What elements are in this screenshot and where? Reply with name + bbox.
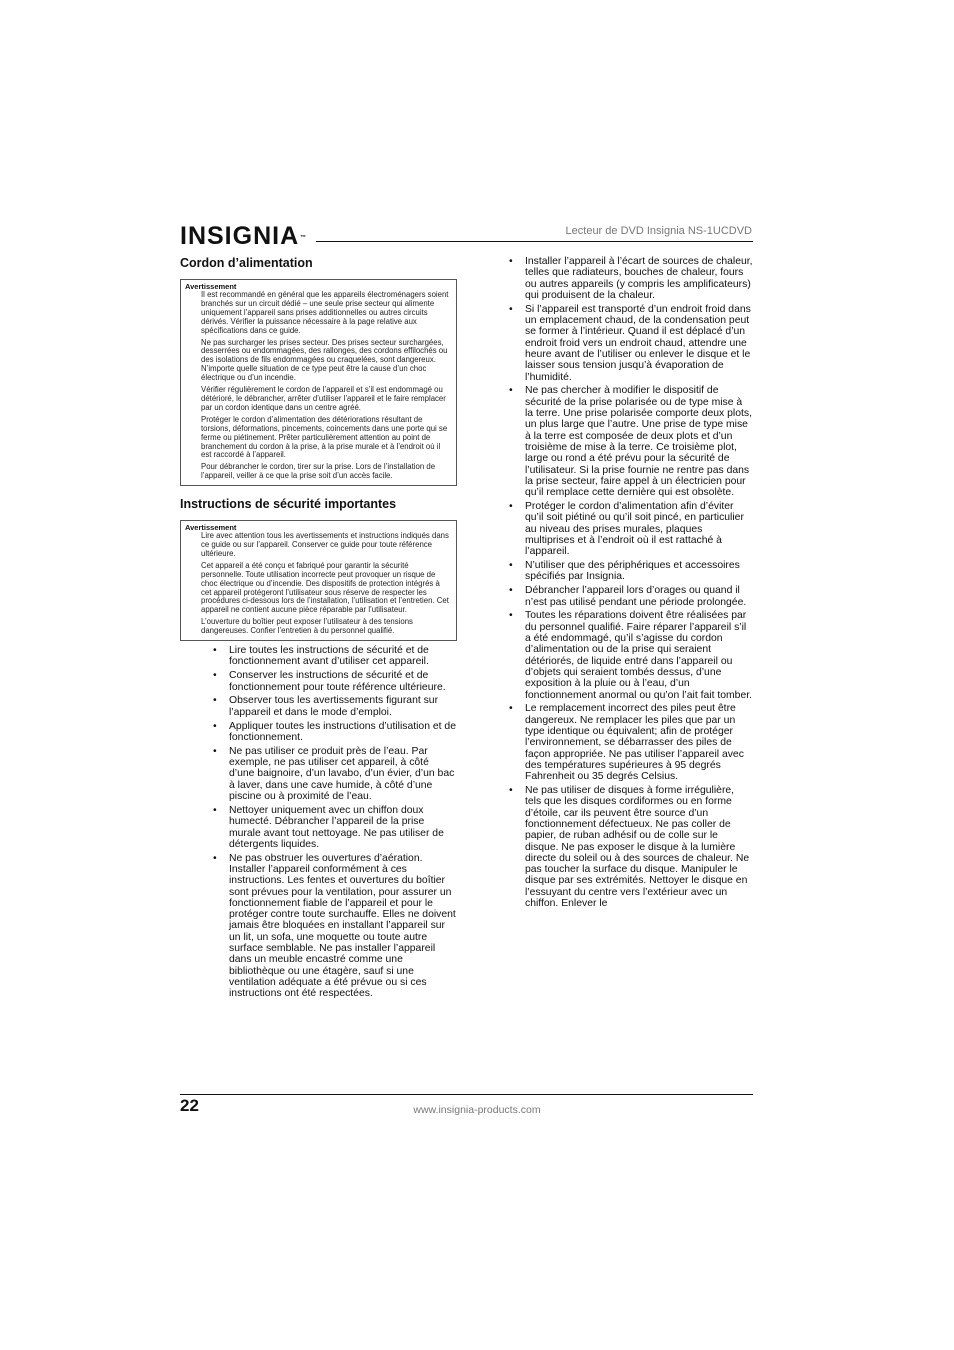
safety-list-right (509, 256, 753, 909)
list-item: • Débrancher l’appareil lors d’orages ou quand il n’est pas utilisé pendant une période prolongée. (509, 585, 747, 608)
warning-box-safety (180, 520, 457, 641)
warning-paragraph: Lire avec attention tous les avertissements et instructions indiqués dans ce guide ou sur l’appareil. Conserver ce guide pour toute référence ultérieure. (201, 531, 449, 558)
list-item: • Observer tous les avertissements figurant sur l’appareil et dans le mode d’emploi. (213, 695, 439, 718)
list-item: • Conserver les instructions de sécurité et de fonctionnement pour toute référence ultérieure. (213, 670, 446, 693)
warning-paragraph: Protéger le cordon d’alimentation des détériorations résultant de torsions, déformations, pincements, coincements dans une porte qui se ferme ou piétinement. Prêter particulièrement attention au point de branchement du cordon à la prise, à la prise murale et à l’endroit où il est raccordé à l’appareil. (201, 414, 448, 460)
logo-trademark: ™ (300, 235, 307, 241)
right-column (509, 256, 753, 912)
list-item: • Protéger le cordon d’alimentation afin d’éviter qu’il soit piétiné ou qu’il soit pincé, en particulier au niveau des prises murales, plaques multiprises et à l’endroit où il est rattaché à l’appareil. (509, 501, 744, 558)
warning-paragraph: Vérifier régulièrement le cordon de l’appareil et s’il est endommagé ou détérioré, le débrancher, arrêter d’utiliser l’appareil et le faire remplacer par un cordon identique dans un centre agréé. (201, 385, 446, 412)
list-item: • Nettoyer uniquement avec un chiffon doux humecté. Débrancher l’appareil de la prise murale avant tout nettoyage. Ne pas utiliser de détergents liquides. (213, 804, 444, 850)
section-title-power-cord: Cordon d’alimentation (180, 256, 313, 270)
safety-list-left (180, 645, 457, 999)
footer-url: www.insignia-products.com (413, 1104, 541, 1116)
logo-text: INSIGNIA (180, 222, 300, 250)
insignia-logo (180, 222, 306, 250)
list-item: • Lire toutes les instructions de sécurité et de fonctionnement avant d’utiliser cet appareil. (213, 645, 429, 668)
list-item: • Ne pas chercher à modifier le dispositif de sécurité de la prise polarisée ou de type mise à la terre. Une prise polarisée comporte deux plots, un plus large que l’autre. Une prise de type mise à la terre est composée de deux plots et d’un troisième de mise à la terre. Ce troisième plot, large ou rond a été prévu pour la sécurité de l’utilisateur. Si la prise fournie ne rentre pas dans la prise secteur, faire appel à un électricien pour qu’il remplace cette dernière qui est obsolète. (509, 385, 752, 499)
list-item: • Le remplacement incorrect des piles peut être dangereux. Ne remplacer les piles que par un type identique ou équivalent; afin de protéger l’environnement, se débarrasser des piles de façon appropriée. Ne pas utiliser l’appareil avec des températures supérieures à 95 degrés Fahrenheit ou 35 degrés Celsius. (509, 703, 744, 783)
list-item: • N’utiliser que des périphériques et accessoires spécifiés par Insignia. (509, 560, 740, 583)
section-title-safety-instructions: Instructions de sécurité importantes (180, 497, 397, 512)
warning-paragraph: Il est recommandé en général que les appareils électroménagers soient branchés sur un circuit dédié – une seule prise secteur qui alimente uniquement l’appareil sans prises additionnelles ou autres circuits dérivés. Vérifier la puissance nécessaire à la page relative aux spécifications dans ce guide. (201, 290, 449, 335)
list-item: • Appliquer toutes les instructions d’utilisation et de fonctionnement. (213, 720, 456, 743)
list-item: • Si l’appareil est transporté d’un endroit froid dans un emplacement chaud, de la condensation peut se former à l’intérieur. Quand il est déplacé d’un endroit froid vers un endroit chaud, attendre une heure avant de l’utiliser ou enlever le disque et le laisser sous tension jusqu’à évaporation de l’humidité. (509, 303, 751, 383)
list-item: • Ne pas utiliser ce produit près de l’eau. Par exemple, ne pas utiliser cet appareil, à côté d’une baignoire, d’un lavabo, d’un évier, d’un bac à laver, dans une cave humide, à côté d’une piscine ou à proximité de l’eau. (213, 745, 455, 803)
footer-rule (180, 1094, 753, 1095)
page-number: 22 (180, 1096, 199, 1115)
warning-paragraph: Ne pas surcharger les prises secteur. Des prises secteur surchargées, desserrées ou endommagées, des rallonges, des cordons effilochés ou des isolations de fils endommagées ou craquelées, sont dangereux. N’importe quelle situation de ce type peut être la cause d’un choc électrique ou d’un incendie. (201, 337, 448, 383)
document-title: Lecteur de DVD Insignia NS-1UCDVD (565, 225, 752, 237)
header-rule (316, 241, 753, 242)
warning-label: Avertissement (185, 523, 237, 533)
left-column (180, 256, 457, 1002)
list-item: • Ne pas utiliser de disques à forme irrégulière, tels que les disques cordiformes ou en forme d’étoile, car ils peuvent être source d’un fonctionnement défectueux. Ne pas coller de papier, de ruban adhésif ou de colle sur le disque. Ne pas exposer le disque à la lumière directe du soleil ou à des sources de chaleur. Ne pas toucher la surface du disque. Manipuler le disque par ses extrémités. Nettoyer le disque en l’essuyant du centre vers l’extérieur avec un chiffon. Enlever le (509, 785, 750, 910)
warning-paragraph: Pour débrancher le cordon, tirer sur la prise. Lors de l’installation de l’appareil, veiller à ce que la prise soit d’un accès facile. (201, 462, 436, 481)
warning-label: Avertissement (185, 282, 237, 291)
list-item: • Ne pas obstruer les ouvertures d’aération. Installer l’appareil conformément à ces instructions. Les fentes et ouvertures du boîtier sont prévues pour la ventilation, pour assurer un fonctionnement fiable de l’appareil et pour le protéger contre toute surchauffe. Elles ne doivent jamais être bloquées en installant l’appareil sur un lit, un sofa, une moquette ou toute autre surface semblable. Ne pas installer l’appareil dans un meuble encastré comme une bibliothèque ou une étagère, sauf si une ventilation adéquate a été prévue ou si ces instructions ont été respectées. (213, 852, 456, 1000)
warning-box-power-cord (180, 279, 457, 486)
list-item: • Toutes les réparations doivent être réalisées par du personnel qualifié. Faire réparer l’appareil s’il a été endommagé, qu’il s’agisse du cordon d’alimentation ou de la prise qui seraient détériorés, de liquide entré dans l’appareil ou d’objets qui seraient tombés dessus, d’une exposition à la pluie ou à l’eau, d’un fonctionnement anormal ou qu’on l’ait fait tomber. (509, 610, 752, 701)
list-item: • Installer l’appareil à l’écart de sources de chaleur, telles que radiateurs, bouches de chaleur, fours ou autres appareils (y compris les amplificateurs) qui produisent de la chaleur. (509, 256, 753, 301)
warning-paragraph: Cet appareil a été conçu et fabriqué pour garantir la sécurité personnelle. Toute utilisation incorrecte peut provoquer un risque de choc électrique ou d’incendie. Des dispositifs de protection intégrés à cet appareil protégeront l’utilisateur sous réserve de respecter les procédures ci-dessous lors de l’installation, l’utilisation et l’entretien. Cet appareil ne contient aucune pièce réparable par l’utilisateur. (201, 560, 449, 615)
warning-paragraph: L’ouverture du boîtier peut exposer l’utilisateur à des tensions dangereuses. Confier l’entretien à du personnel qualifié. (201, 617, 413, 636)
